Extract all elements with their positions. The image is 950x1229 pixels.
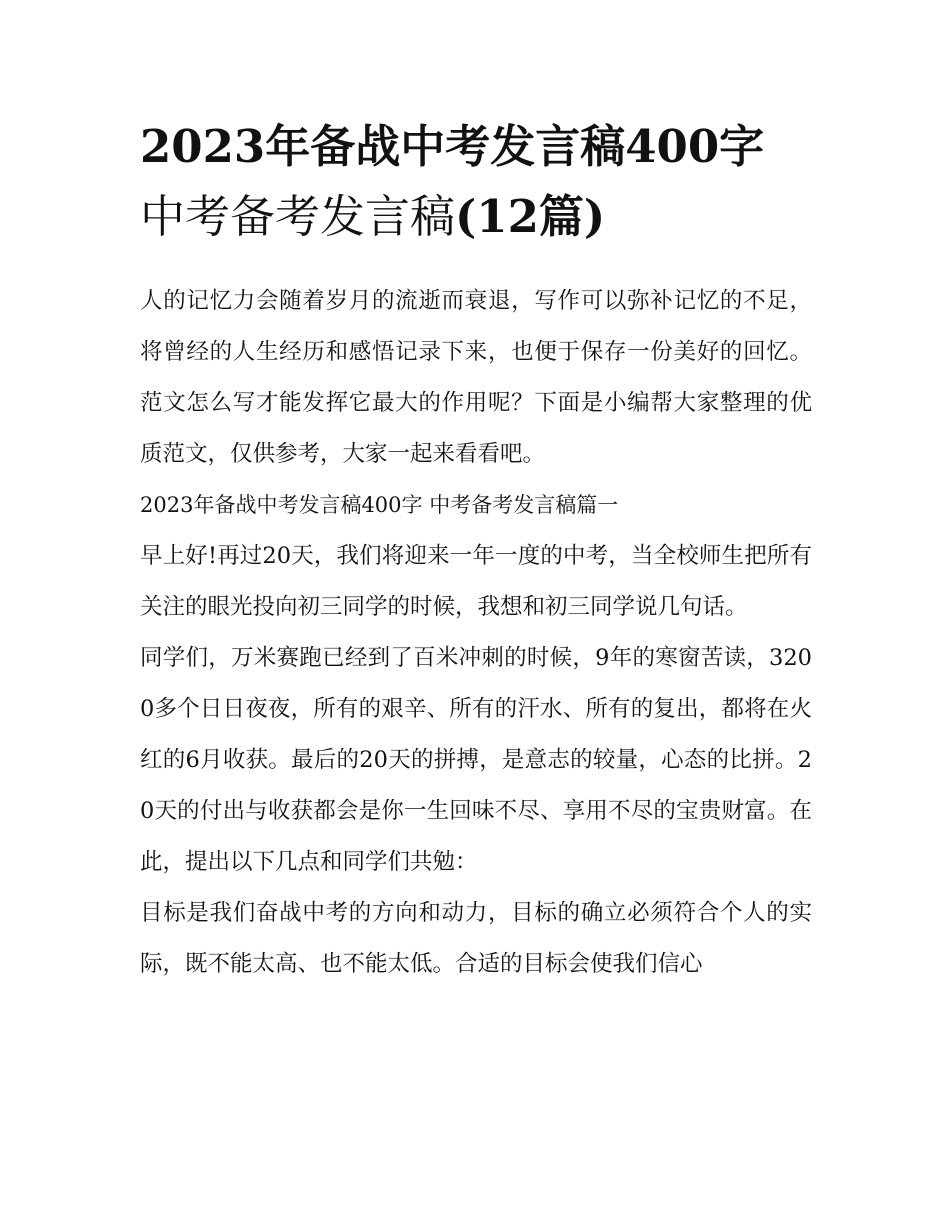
body-paragraph-2: 同学们，万米赛跑已经到了百米冲刺的时候，9年的寒窗苦读，3200多个日日夜夜，所有的艰辛、所有的汗水、所有的复出，都将在火红的6月收获。最后的20天的拼搏，是意志的较量，心态的比拼。20天的付出与收获都会是你一生回味不尽、享用不尽的宝贵财富。在此，提出以下几点和同学们共勉： — [140, 645, 812, 875]
intro-paragraph: 人的记忆力会随着岁月的流逝而衰退，写作可以弥补记忆的不足，将曾经的人生经历和感悟记录下来，也便于保存一份美好的回忆。范文怎么写才能发挥它最大的作用呢？下面是小编帮大家整理的优质范文，仅供参考，大家一起来看看吧。 — [140, 288, 812, 467]
document-title — [140, 112, 812, 252]
document-page — [140, 112, 812, 990]
title-line-2-prefix: 中考备考发言稿 — [140, 190, 456, 243]
title-line-2 — [140, 182, 812, 252]
title-line-1: 2023年备战中考发言稿400字 — [140, 120, 765, 173]
body-paragraph-3: 目标是我们奋战中考的方向和动力，目标的确立必须符合个人的实际，既不能太高、也不能太低。合适的目标会使我们信心 — [140, 900, 812, 977]
section-heading: 2023年备战中考发言稿400字 中考备考发言稿篇一 — [140, 493, 619, 517]
title-line-2-suffix: (12篇) — [455, 190, 606, 243]
body-paragraph-1: 早上好!再过20天，我们将迎来一年一度的中考，当全校师生把所有关注的眼光投向初三同学的时候，我想和初三同学说几句话。 — [140, 543, 812, 620]
